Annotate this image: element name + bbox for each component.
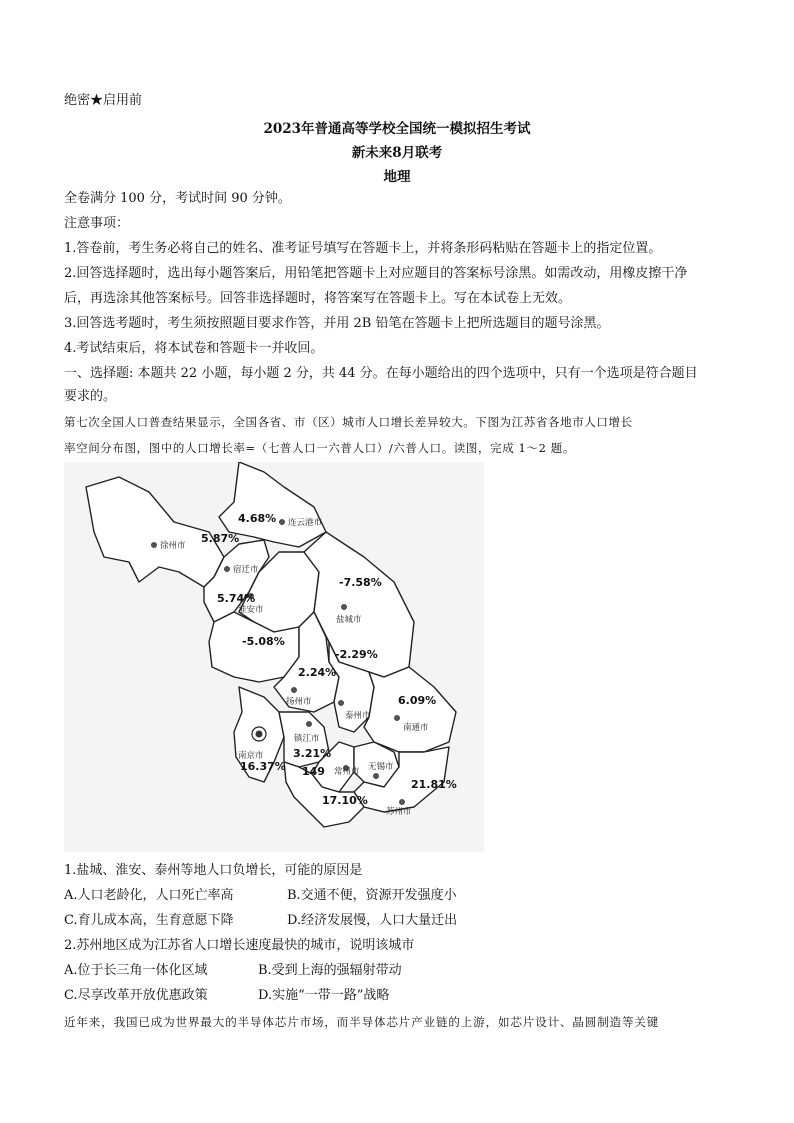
city-label-lianyungang: 连云港市 — [288, 518, 323, 528]
city-label-changzhou: 常州市 — [334, 767, 360, 777]
section-heading-line1: 一、选择题: 本题共 22 小题，每小题 2 分，共 44 分。在每小题给出的四个选项中，只有一个选项是符合题目 — [64, 366, 698, 381]
notice-item-2b: 后，再选涂其他答案标号。回答非选择题时，将答案写在答题卡上。写在本试卷上无效。 — [64, 291, 572, 306]
city-dot-taizhou — [338, 700, 343, 705]
secret-label: 绝密★启用前 — [64, 93, 143, 108]
rate-huaian: -5.08% — [242, 635, 285, 648]
city-label-suqian: 宿迁市 — [233, 565, 259, 575]
notice-item-1: 1.答卷前，考生务必将自己的姓名、准考证号填写在答题卡上，并将条形码粘贴在答题卡上的指定位置。 — [64, 241, 662, 256]
passage1-line2: 率空间分布图，图中的人口增长率=（七普人口一六普人口）/六普人口。读图，完成 1～2 题。 — [64, 441, 575, 455]
exam-subtitle: 新未来8月联考 — [351, 145, 443, 161]
rate-yangzhou: 2.24% — [298, 666, 337, 679]
capital-dot-nanjing — [256, 731, 263, 738]
notice-item-4: 4.考试结束后，将本试卷和答题卡一并收回。 — [64, 341, 324, 356]
score-time: 全卷满分 100 分，考试时间 90 分钟。 — [64, 191, 291, 206]
city-dot-nantong — [394, 715, 399, 720]
notice-item-2a: 2.回答选择题时，选出每小题答案后，用铅笔把答题卡上对应题目的答案标号涂黑。如需改动，用橡皮擦干净 — [64, 266, 688, 281]
city-dot-yangzhou — [291, 687, 296, 692]
rate-nanjing: 16.37% — [240, 760, 286, 773]
q2-option-b: B.受到上海的强辐射带动 — [258, 963, 402, 978]
q2-option-d: D.实施“一带一路”战略 — [258, 988, 390, 1003]
rate-wuxi: 21.81% — [411, 778, 457, 791]
q1-option-a: A.人口老龄化，人口死亡率高 — [64, 888, 234, 903]
city-label-suzhou: 苏州市 — [386, 807, 412, 817]
city-label-huaian: 淮安市 — [238, 605, 264, 615]
city-dot-suzhou — [399, 799, 404, 804]
rate-changzhou: 149 — [302, 765, 325, 778]
q1-option-b: B.交通不便，资源开发强度小 — [287, 888, 457, 903]
city-label-nantong: 南通市 — [403, 723, 429, 733]
section-heading-line2: 要求的。 — [64, 389, 117, 404]
notice-title: 注意事项： — [64, 216, 130, 231]
city-label-yancheng: 盐城市 — [336, 615, 362, 625]
q1-stem: 1.盐城、淮安、泰州等地人口负增长，可能的原因是 — [64, 863, 363, 878]
rate-suzhou: 17.10% — [322, 794, 368, 807]
rate-taizhou: -2.29% — [335, 648, 378, 661]
exam-title: 2023年普通高等学校全国统一模拟招生考试 — [263, 121, 531, 137]
city-label-zhenjiang: 镇江市 — [294, 734, 320, 744]
city-dot-suqian — [224, 566, 229, 571]
city-dot-yancheng — [341, 604, 346, 609]
passage2-line1: 近年来，我国已成为世界最大的半导体芯片市场，而半导体芯片产业链的上游，如芯片设计、晶圆制造等关键 — [64, 1015, 660, 1029]
city-label-taizhou: 泰州市 — [345, 711, 371, 721]
passage1-line1: 第七次全国人口普查结果显示，全国各省、市（区）城市人口增长差异较大。下图为江苏省各地市人口增长 — [64, 415, 633, 429]
city-label-wuxi: 无锡市 — [368, 762, 394, 772]
city-dot-wuxi — [373, 773, 378, 778]
city-label-nanjing: 南京市 — [238, 751, 264, 761]
city-dot-xuzhou — [151, 542, 156, 547]
rate-nantong: 6.09% — [398, 694, 437, 707]
notice-item-3: 3.回答选考题时，考生须按照题目要求作答，并用 2B 铅笔在答题卡上把所选题目的题号涂黑。 — [64, 316, 610, 331]
q1-option-c: C.育儿成本高，生育意愿下降 — [64, 913, 234, 928]
rate-zhenjiang: 3.21% — [293, 747, 332, 760]
jiangsu-population-map — [64, 462, 484, 852]
q2-stem: 2.苏州地区成为江苏省人口增长速度最快的城市，说明该城市 — [64, 938, 415, 953]
subject-title: 地理 — [383, 169, 411, 185]
rate-xuzhou: 5.87% — [201, 532, 240, 545]
city-dot-zhenjiang — [306, 721, 311, 726]
q2-option-a: A.位于长三角一体化区域 — [64, 963, 208, 978]
rate-suqian: 5.74% — [217, 592, 256, 605]
rate-yancheng: -7.58% — [339, 576, 382, 589]
city-dot-lianyungang — [279, 519, 284, 524]
city-label-xuzhou: 徐州市 — [160, 541, 186, 551]
city-label-yangzhou: 扬州市 — [286, 697, 312, 707]
q1-option-d: D.经济发展慢，人口大量迁出 — [287, 913, 458, 928]
q2-option-c: C.尽享改革开放优惠政策 — [64, 988, 208, 1003]
rate-lianyungang: 4.68% — [238, 512, 277, 525]
